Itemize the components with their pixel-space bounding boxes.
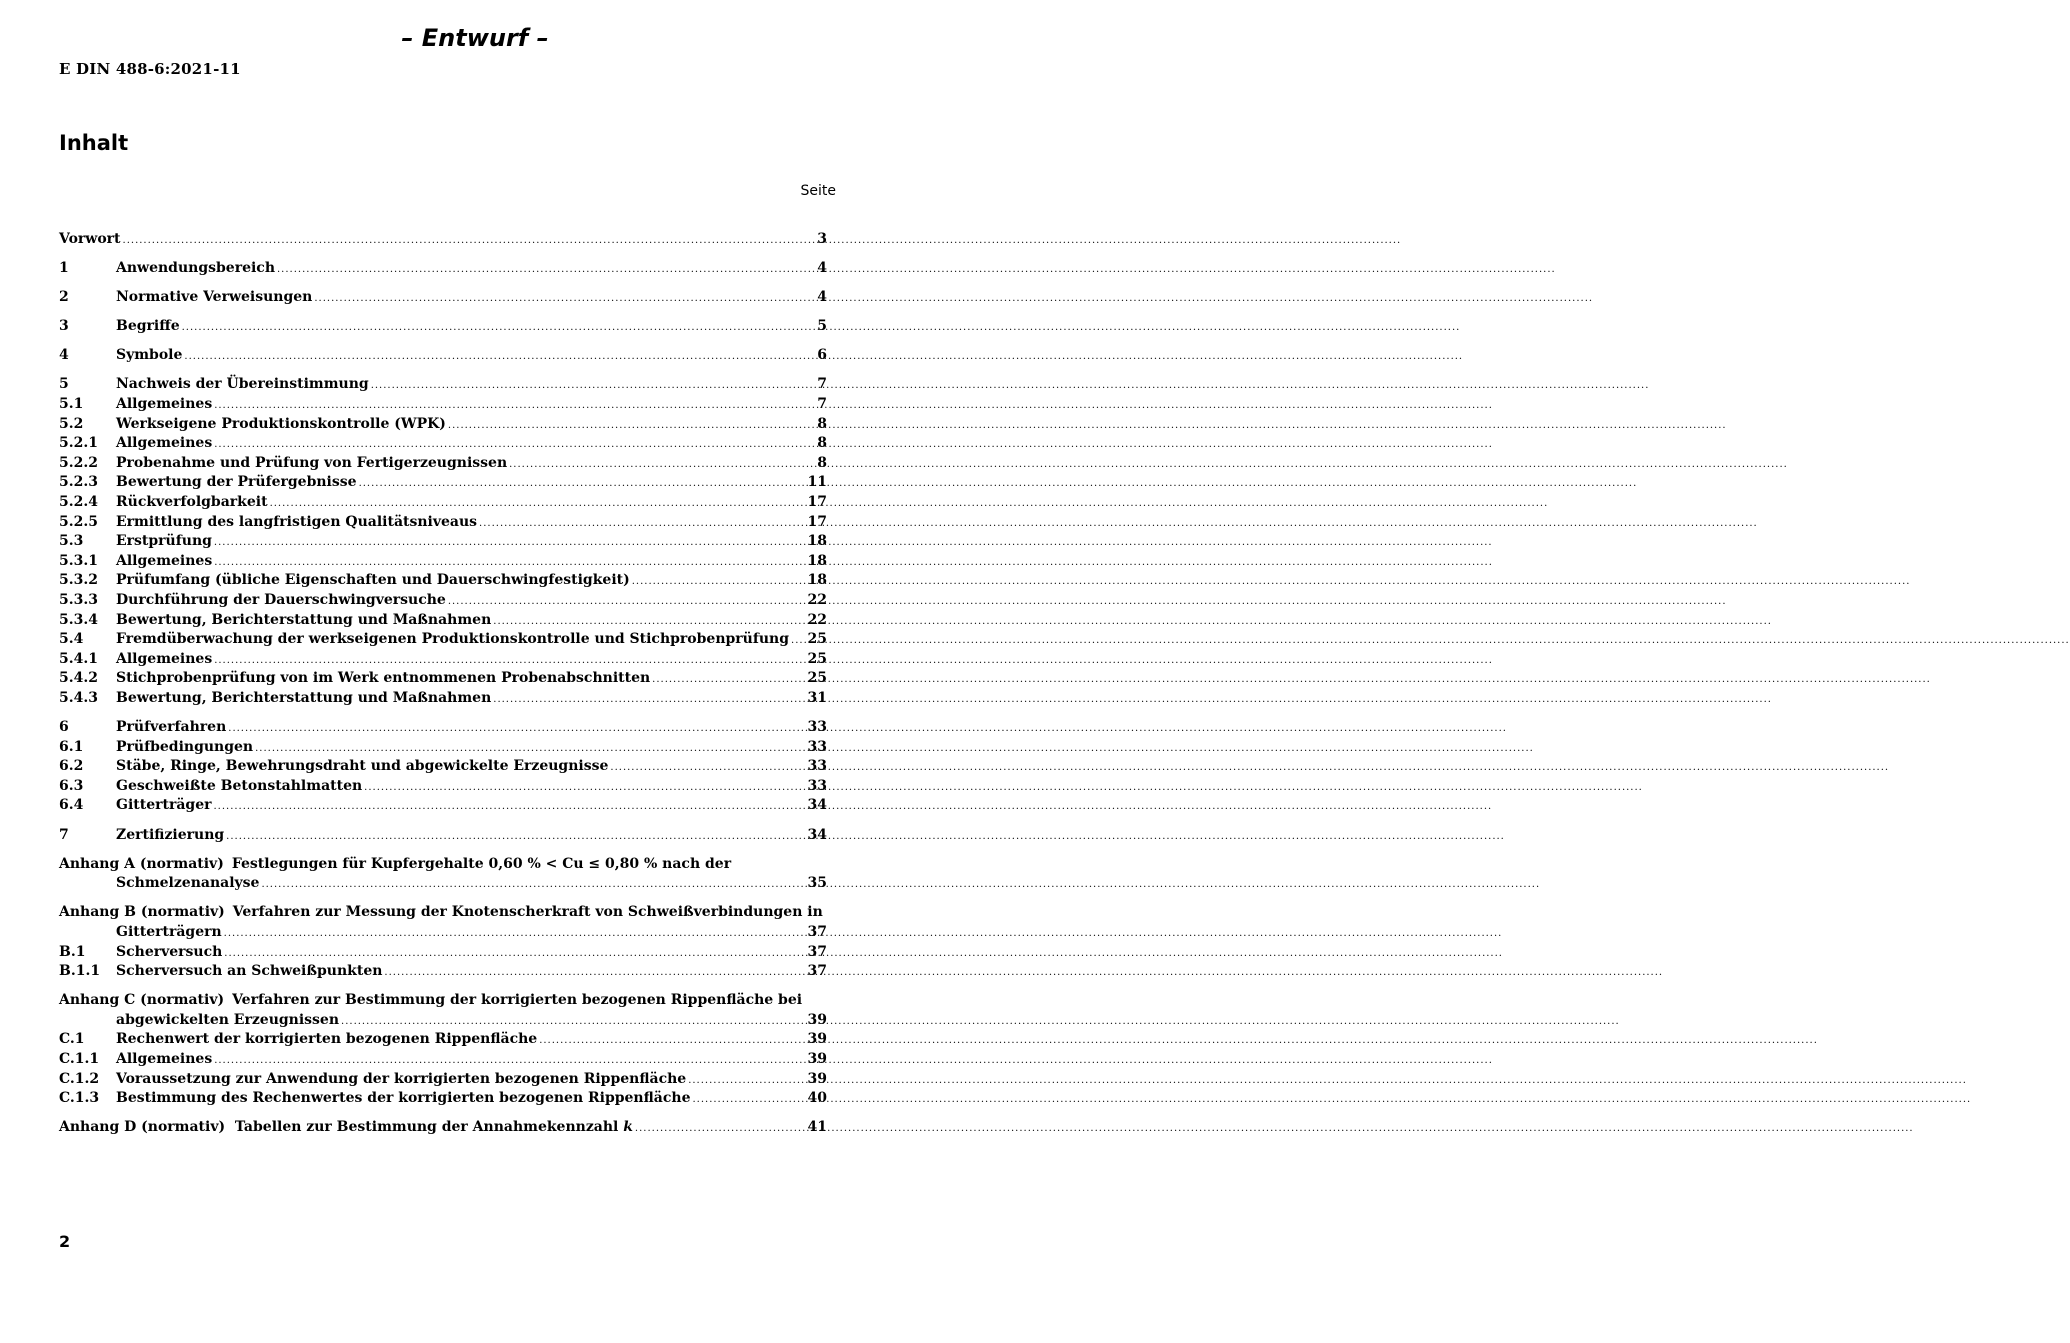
toc-annex-a-continuation[interactable] [59,874,827,894]
toc-entry-title: Stichprobenprüfung von im Werk entnommenen Probenabschnitten [116,670,651,687]
toc-entry-title: Erstprüfung [116,533,212,550]
dot-leader [314,289,815,309]
dot-leader [270,494,806,514]
toc-entry-title: Fremdüberwachung der werkseigenen Produktionskontrolle und Stichprobenprüfung [116,631,790,648]
toc-entry-page: 18 [807,552,827,569]
toc-entry-page: 18 [807,572,827,589]
toc-entry-page: 25 [807,650,827,667]
toc-entry-number: 4 [59,347,69,364]
annex-title-line1: Verfahren zur Messung der Knotenscherkraft von Schweißverbindungen in [232,904,823,921]
toc-entry-title: Anwendungsbereich [116,260,275,277]
toc-entry-title: Stäbe, Ringe, Bewehrungsdraht und abgewickelte Erzeugnisse [116,758,609,775]
toc-entry-number: 5.4.1 [59,650,98,667]
toc-entry-number: 1 [59,260,69,277]
toc-entry-5[interactable] [59,375,827,395]
dot-leader [341,1012,805,1032]
toc-annex-b-heading[interactable] [59,903,827,923]
toc-entry-title: Werkseigene Produktionskontrolle (WPK) [116,415,446,432]
dot-leader [448,592,806,612]
toc-entry-title: Scherversuch [116,943,223,960]
toc-entry-title: Bewertung, Berichterstattung und Maßnahmen [116,611,492,628]
toc-entry-title [59,1118,633,1138]
toc-entry-title: Prüfbedingungen [116,738,254,755]
toc-entry-page: 11 [807,474,827,491]
toc-entry-6-1[interactable] [59,738,827,758]
dot-leader [479,514,805,534]
toc-entry-title: Vorwort [59,231,121,247]
toc-entry-number: 5.2 [59,415,84,432]
dot-leader [214,435,815,455]
toc-entry-title: Allgemeines [116,650,213,667]
toc-entry-page: 25 [807,631,827,648]
annex-label: Anhang A (normativ) [59,855,224,872]
toc-entry-page: 39 [807,1011,827,1028]
toc-entry-title: Rechenwert der korrigierten bezogenen Rippenfläche [116,1031,538,1048]
toc-entry-number: 5.4.2 [59,670,98,687]
toc-entry-number: 5.4 [59,631,84,648]
toc-entry-6[interactable] [59,718,827,738]
toc-entry-number: 5.1 [59,396,84,413]
dot-leader [688,1071,805,1091]
toc-entry-title: Allgemeines [116,552,213,569]
toc-entry-page: 37 [807,923,827,940]
dot-leader [652,670,805,690]
toc-entry-c-1[interactable] [59,1030,827,1050]
toc-entry-page: 39 [807,1031,827,1048]
dot-leader [123,231,816,251]
dot-leader [213,797,805,817]
toc-entry-c-1-3[interactable] [59,1089,827,1109]
draft-label: – Entwurf – [401,24,549,52]
dot-leader [539,1031,805,1051]
toc-entry-2[interactable] [59,288,827,308]
toc-entry-page: 34 [807,826,827,843]
dot-leader [214,651,805,671]
toc-entry-page: 40 [807,1090,827,1107]
toc-entry-number: 5.3.3 [59,592,98,608]
annex-title-line2: abgewickelten Erzeugnissen [116,1011,340,1028]
toc-entry-page: 7 [817,376,827,393]
toc-entry-6-2[interactable] [59,757,827,777]
annex-label: Anhang C (normativ) [59,992,225,1009]
toc-entry-page: 17 [807,494,827,511]
toc-entry-number: B.1.1 [59,963,101,980]
annex-label: Anhang D (normativ) [59,1119,226,1136]
toc-annex-c-continuation[interactable] [59,1011,827,1031]
dot-leader [255,739,805,759]
toc-entry-3[interactable] [59,317,827,337]
toc-entry-title: Ermittlung des langfristigen Qualitätsniveaus [116,513,478,530]
toc-entry-6-4[interactable] [59,796,827,816]
toc-entry-number: B.1 [59,943,86,960]
dot-leader [226,827,805,847]
toc-entry-number: 5.2.3 [59,474,98,491]
dot-leader [359,474,806,494]
dot-leader [493,690,805,710]
toc-entry-number: C.1 [59,1031,85,1048]
dot-leader [371,376,816,396]
toc-entry-page: 22 [807,611,827,628]
toc-entry-page: 39 [807,1070,827,1087]
toc-entry-6-3[interactable] [59,777,827,797]
toc-entry-page: 18 [807,533,827,550]
toc-entry-title: Prüfumfang (übliche Eigenschaften und Dauerschwingfestigkeit) [116,572,630,589]
toc-annex-d[interactable] [59,1118,827,1138]
dot-leader [182,318,816,338]
toc-entry-title: Allgemeines [116,396,213,413]
toc-entry-page: 5 [817,318,827,335]
toc-entry-page: 33 [807,758,827,775]
dot-leader [214,553,805,573]
toc-entry-page: 22 [807,592,827,608]
toc-entry-5-2-3[interactable] [59,473,827,493]
annex-title-symbol: k [623,1119,633,1136]
toc-entry-title: Bewertung der Prüfergebnisse [116,474,357,491]
dot-leader [214,396,815,416]
dot-leader [364,778,805,798]
toc-entry-number: 5.2.5 [59,513,98,530]
annex-label: Anhang B (normativ) [59,904,225,921]
toc-entry-title: Begriffe [116,318,180,335]
toc-entry-b-1[interactable] [59,943,827,963]
toc-entry-number: 5.3 [59,533,84,550]
dot-leader [632,572,806,592]
dot-leader [509,455,815,475]
toc-entry-number: 5.3.2 [59,572,98,589]
page-column-label: Seite [800,183,836,199]
toc-entry-page: 33 [807,719,827,736]
dot-leader [692,1090,805,1110]
toc-annex-c-heading[interactable] [59,991,827,1011]
toc-entry-page: 41 [807,1119,827,1136]
toc-entry-title: Bestimmung des Rechenwertes der korrigierten bezogenen Rippenfläche [116,1090,691,1107]
toc-entry-5-3-3[interactable] [59,591,827,611]
toc-entry-page: 8 [817,415,827,432]
annex-title: Tabellen zur Bestimmung der Annahmekennzahl [234,1119,619,1136]
toc-entry-title: Allgemeines [116,1050,213,1067]
toc-entry-title: Voraussetzung zur Anwendung der korrigierten bezogenen Rippenfläche [116,1070,687,1087]
toc-entry-5-4-1[interactable] [59,650,827,670]
toc-entry-page: 33 [807,777,827,794]
dot-leader [224,944,805,964]
toc-entry-1[interactable] [59,259,827,279]
annex-title-line1: Festlegungen für Kupfergehalte 0,60 % < Cu ≤ 0,80 % nach der [231,855,732,872]
toc-entry-number: C.1.3 [59,1090,100,1107]
toc-entry-number: 5.2.1 [59,435,98,452]
dot-leader [448,416,815,436]
dot-leader [277,260,815,280]
toc-entry-page: 37 [807,963,827,980]
toc-entry-number: 5.2.2 [59,454,98,471]
toc-entry-title: Durchführung der Dauerschwingversuche [116,592,446,608]
toc-entry-page: 4 [817,289,827,306]
toc-entry-page: 3 [817,231,827,247]
toc-entry-b-1-1[interactable] [59,962,827,982]
toc-entry-number: 6.1 [59,738,84,755]
toc-entry-page: 39 [807,1050,827,1067]
toc-entry-c-1-1[interactable] [59,1050,827,1070]
toc-entry-title: Normative Verweisungen [116,289,313,306]
toc-entry-page: 34 [807,797,827,814]
toc-entry-number: 6.3 [59,777,84,794]
toc-entry-5-3-1[interactable] [59,552,827,572]
page-title: Inhalt [59,131,129,155]
toc-entry-number: 5.4.3 [59,689,98,706]
toc-entry-title: Zertifizierung [116,826,225,843]
toc-entry-page: 37 [807,943,827,960]
annex-title-line1: Verfahren zur Bestimmung der korrigierten bezogenen Rippenfläche bei [232,992,803,1009]
toc-entry-5-2-1[interactable] [59,434,827,454]
dot-leader [214,1051,805,1071]
toc-entry-5-1[interactable] [59,395,827,415]
toc-entry-title: Geschweißte Betonstahlmatten [116,777,363,794]
toc-entry-title: Symbole [116,347,183,364]
toc-entry-5-4[interactable] [59,630,827,650]
toc-entry-5-3[interactable] [59,532,827,552]
toc-entry-7[interactable] [59,826,827,846]
dot-leader [791,631,805,651]
dot-leader [261,875,805,895]
toc-entry-title: Prüfverfahren [116,719,227,736]
toc-entry-page: 7 [817,396,827,413]
toc-entry-page: 4 [817,260,827,277]
toc-entry-page: 31 [807,689,827,706]
dot-leader [610,758,805,778]
toc-entry-5-3-2[interactable] [59,571,827,591]
document-id: E DIN 488-6:2021-11 [59,60,241,78]
toc-entry-page: 33 [807,738,827,755]
toc-entry-page: 25 [807,670,827,687]
toc-entry-number: 7 [59,826,69,843]
toc-entry-vorwort[interactable] [59,230,827,250]
toc-entry-page: 6 [817,347,827,364]
toc-entry-number: 6.4 [59,797,84,814]
toc-entry-5-2-4[interactable] [59,493,827,513]
page-number: 2 [59,1232,71,1251]
dot-leader [384,963,805,983]
toc-entry-title: Nachweis der Übereinstimmung [116,376,369,393]
toc-entry-5-2-5[interactable] [59,513,827,533]
toc-entry-5-2[interactable] [59,415,827,435]
toc-annex-a-heading[interactable] [59,855,827,875]
toc-entry-5-3-4[interactable] [59,611,827,631]
toc-entry-5-2-2[interactable] [59,454,827,474]
toc-entry-4[interactable] [59,346,827,366]
dot-leader [214,533,806,553]
toc-entry-number: 3 [59,318,69,335]
toc-entry-number: C.1.1 [59,1050,100,1067]
toc-entry-page: 8 [817,454,827,471]
table-of-contents [59,230,827,1138]
toc-entry-5-4-3[interactable] [59,689,827,709]
toc-entry-page: 35 [807,875,827,892]
dot-leader [635,1119,806,1139]
dot-leader [184,347,815,367]
toc-entry-page: 17 [807,513,827,530]
toc-entry-number: 5.2.4 [59,494,98,511]
dot-leader [228,719,805,739]
toc-entry-number: C.1.2 [59,1070,100,1087]
dot-leader [493,612,805,632]
toc-entry-number: 5 [59,376,69,393]
toc-entry-title: Probenahme und Prüfung von Fertigerzeugnissen [116,454,508,471]
toc-entry-number: 5.3.4 [59,611,98,628]
toc-entry-title: Scherversuch an Schweißpunkten [116,963,383,980]
toc-entry-title: Rückverfolgbarkeit [116,494,268,511]
toc-entry-title: Allgemeines [116,435,213,452]
annex-title-line2: Schmelzenanalyse [116,875,260,892]
toc-entry-title: Gitterträger [116,797,212,814]
toc-entry-page: 8 [817,435,827,452]
annex-title-line2: Gitterträgern [116,923,222,940]
toc-entry-number: 5.3.1 [59,552,98,569]
toc-entry-c-1-2[interactable] [59,1070,827,1090]
toc-entry-5-4-2[interactable] [59,669,827,689]
toc-entry-title: Bewertung, Berichterstattung und Maßnahmen [116,689,492,706]
toc-entry-number: 6 [59,719,69,736]
dot-leader [224,924,806,944]
toc-entry-number: 6.2 [59,758,84,775]
toc-annex-b-continuation[interactable] [59,923,827,943]
toc-entry-number: 2 [59,289,69,306]
